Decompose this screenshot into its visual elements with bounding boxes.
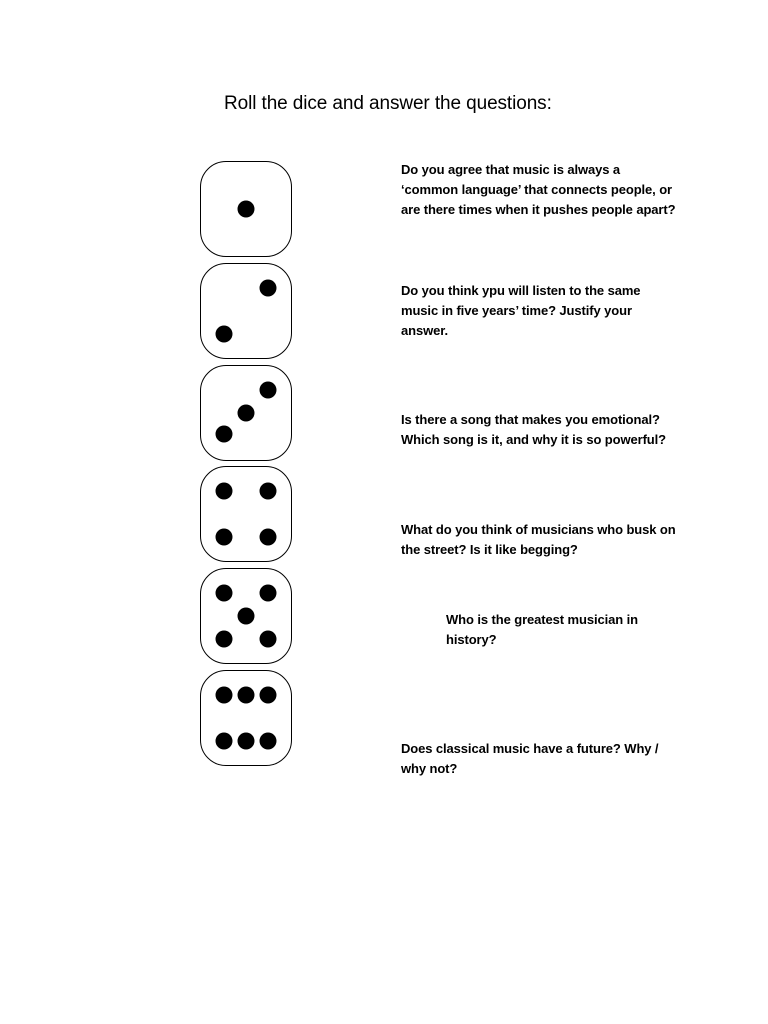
die-pip bbox=[259, 732, 276, 749]
die-pip bbox=[238, 405, 255, 422]
die-pip bbox=[259, 483, 276, 500]
die-four-icon bbox=[200, 466, 292, 562]
die-five-icon bbox=[200, 568, 292, 664]
die-two-icon bbox=[200, 263, 292, 359]
die-pip bbox=[216, 528, 233, 545]
die-pip bbox=[216, 325, 233, 342]
page-title: Roll the dice and answer the questions: bbox=[224, 93, 552, 114]
die-pip bbox=[216, 687, 233, 704]
die-pip bbox=[238, 687, 255, 704]
die-pip bbox=[216, 585, 233, 602]
die-pip bbox=[259, 585, 276, 602]
question-three: Is there a song that makes you emotional? Which song is it, and why it is so powerful? bbox=[401, 412, 667, 447]
question-five: Who is the greatest musician in history? bbox=[446, 612, 638, 647]
die-pip bbox=[216, 425, 233, 442]
die-pip bbox=[238, 201, 255, 218]
question-four: What do you think of musicians who busk on the street? Is it like begging? bbox=[401, 522, 676, 557]
die-one-icon bbox=[200, 161, 292, 257]
die-pip bbox=[259, 382, 276, 399]
die-three-icon bbox=[200, 365, 292, 461]
die-pip bbox=[238, 608, 255, 625]
die-pip bbox=[259, 528, 276, 545]
die-pip bbox=[216, 732, 233, 749]
die-pip bbox=[259, 280, 276, 297]
die-six-icon bbox=[200, 670, 292, 766]
die-pip bbox=[238, 732, 255, 749]
question-two: Do you think ypu will listen to the same music in five years’ time? Justify your answer. bbox=[401, 283, 641, 338]
question-one: Do you agree that music is always a ‘common language’ that connects people, or are there times when it pushes people apart? bbox=[401, 162, 676, 217]
die-pip bbox=[259, 630, 276, 647]
die-pip bbox=[259, 687, 276, 704]
die-pip bbox=[216, 630, 233, 647]
die-pip bbox=[216, 483, 233, 500]
question-six: Does classical music have a future? Why / why not? bbox=[401, 741, 659, 776]
